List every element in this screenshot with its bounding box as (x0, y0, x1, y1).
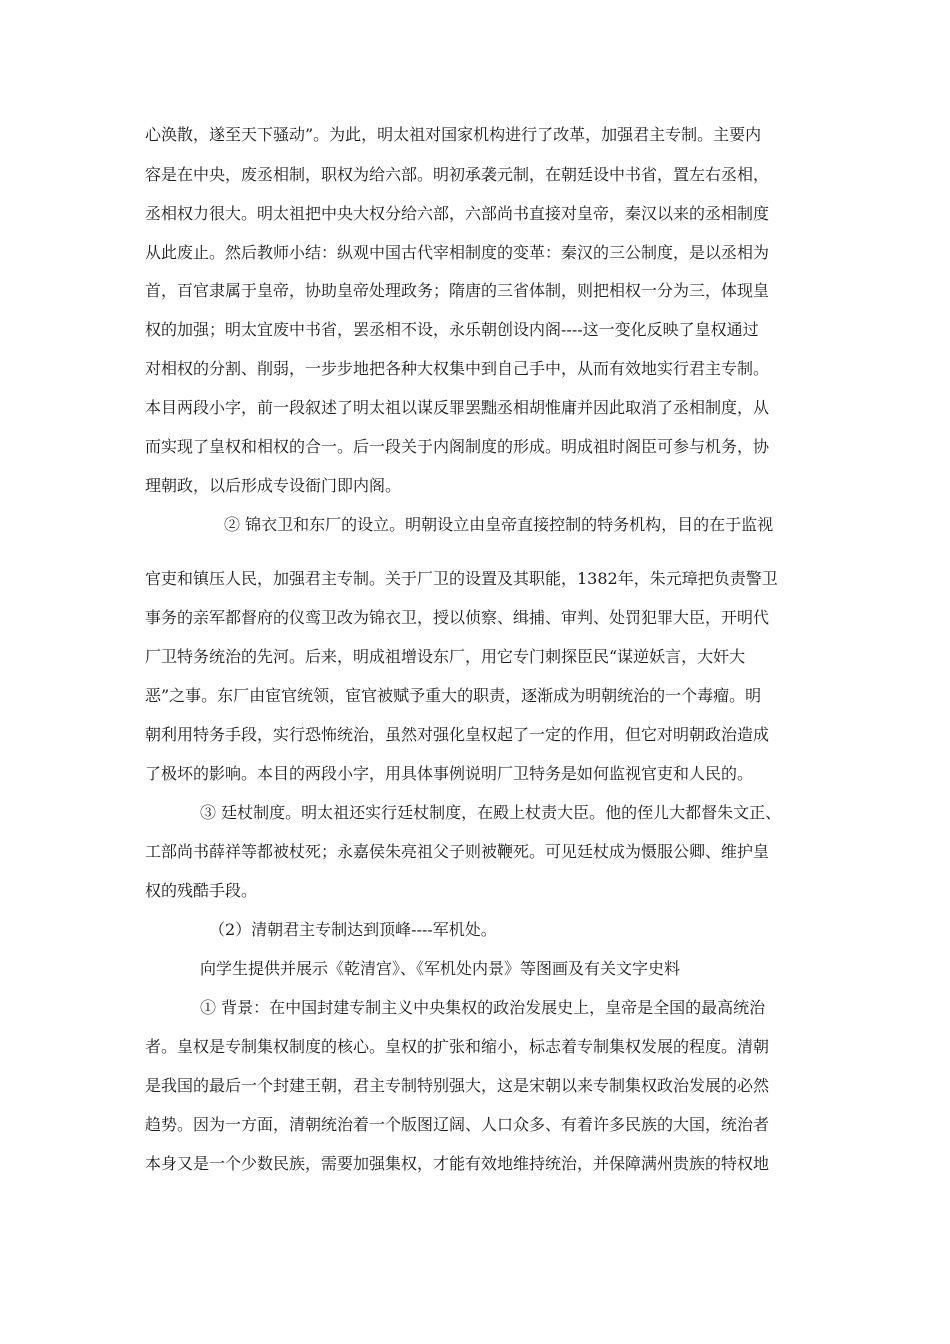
text-line: 事务的亲军都督府的仪鸾卫改为锦衣卫，授以侦察、缉捕、审判、处罚犯罪大臣，开明代 (145, 608, 770, 627)
text-line: 对相权的分割、削弱，一步步地把各种大权集中到自己手中，从而有效地实行君主专制。 (145, 359, 770, 378)
section-heading: （2）清朝君主专制达到顶峰----军机处。 (209, 920, 497, 939)
text-line: 容是在中央，废丞相制，职权为给六部。明初承袭元制，在朝廷设中书省，置左右丞相， (145, 165, 770, 184)
text-line: 权的加强；明太宜废中书省，罢丞相不设，永乐朝创设内阁----这一变化反映了皇权通过 (145, 320, 759, 339)
text-line: ③ 廷杖制度。明太祖还实行廷杖制度，在殿上杖责大臣。他的侄儿大都督朱文正、 (200, 803, 782, 822)
text-line: 理朝政，以后形成专设衙门即内阁。 (145, 476, 402, 495)
text-line: 向学生提供并展示《乾清宫》、《军机处内景》等图画及有关文字史料 (200, 959, 681, 978)
text-line: 厂卫特务统治的先河。后来，明成祖增设东厂，用它专门刺探臣民“谋逆妖言，大奸大 (145, 647, 746, 666)
text-line: 心涣散，遂至天下骚动”。为此，明太祖对国家机构进行了改革，加强君主专制。主要内 (145, 125, 762, 144)
text-line: 工部尚书薛祥等都被杖死；永嘉侯朱亮祖父子则被鞭死。可见廷杖成为慑服公卿、维护皇 (145, 842, 770, 861)
text-line: 丞相权力很大。明太祖把中央大权分给六部，六部尚书直接对皇帝，秦汉以来的丞相制度 (145, 204, 770, 223)
text-line: 从此废止。然后教师小结：纵观中国古代宰相制度的变革：秦汉的三公制度，是以丞相为 (145, 243, 770, 262)
text-line: 权的残酷手段。 (145, 881, 258, 900)
text-line: 首，百官隶属于皇帝，协助皇帝处理政务；隋唐的三省体制，则把相权一分为三，体现皇 (145, 281, 770, 300)
text-line: 是我国的最后一个封建王朝，君主专制特别强大，这是宋朝以来专制集权政治发展的必然 (145, 1076, 770, 1095)
text-line: 官吏和镇压人民，加强君主专制。关于厂卫的设置及其职能，1382年，朱元璋把负责警卫 (145, 569, 778, 588)
text-line: 朝利用特务手段，实行恐怖统治，虽然对强化皇权起了一定的作用，但它对明朝政治造成 (145, 725, 770, 744)
text-line: 恶”之事。东厂由宦官统领，宦官被赋予重大的职责，逐渐成为明朝统治的一个毒瘤。明 (145, 686, 762, 705)
text-line: 了极坏的影响。本目的两段小字，用具体事例说明厂卫特务是如何监视官吏和人民的。 (145, 764, 754, 783)
text-line: 趋势。因为一方面，清朝统治着一个版图辽阔、人口众多、有着许多民族的大国，统治者 (145, 1115, 770, 1134)
text-line: ① 背景：在中国封建专制主义中央集权的政治发展史上，皇帝是全国的最高统治 (200, 998, 766, 1017)
text-line: 本身又是一个少数民族，需要加强集权，才能有效地维持统治，并保障满州贵族的特权地 (145, 1154, 770, 1173)
text-line: 本目两段小字，前一段叙述了明太祖以谋反罪罢黜丞相胡惟庸并因此取消了丞相制度，从 (145, 398, 770, 417)
text-line: 而实现了皇权和相权的合一。后一段关于内阁制度的形成。明成祖时阁臣可参与机务，协 (145, 437, 770, 456)
text-line: 者。皇权是专制集权制度的核心。皇权的扩张和缩小，标志着专制集权发展的程度。清朝 (145, 1037, 770, 1056)
text-line: ② 锦衣卫和东厂的设立。明朝设立由皇帝直接控制的特务机构，目的在于监视 (224, 515, 774, 534)
